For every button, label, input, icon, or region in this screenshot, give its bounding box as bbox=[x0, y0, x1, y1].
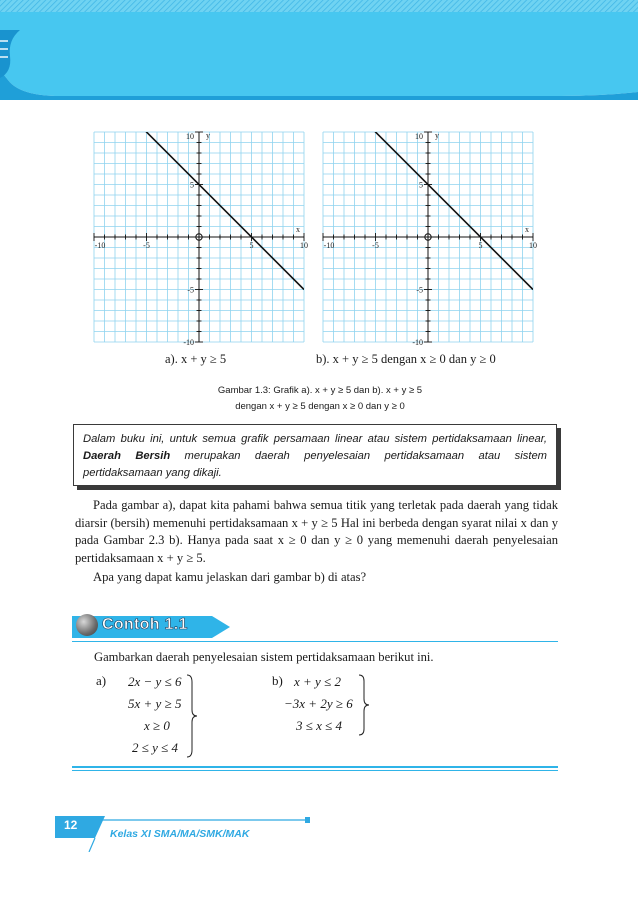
section-rule-thin bbox=[72, 770, 558, 771]
note-bold-term: Daerah Bersih bbox=[83, 450, 171, 462]
system-a-line-3: x ≥ 0 bbox=[144, 718, 170, 733]
figure-caption bbox=[120, 383, 520, 415]
graph-a-x-tick-2: 5 bbox=[249, 241, 254, 250]
caption-line-2: dengan x + y ≥ 5 dengan x ≥ 0 dan y ≥ 0 bbox=[235, 401, 405, 412]
graph-a bbox=[84, 128, 316, 348]
example-prompt: Gambarkan daerah penyelesaian sistem pertidaksamaan berikut ini. bbox=[94, 650, 434, 664]
system-b-line-3: 3 ≤ x ≤ 4 bbox=[296, 718, 343, 733]
graph-a-x-tick-3: 10 bbox=[300, 241, 308, 250]
graph-b-label: b). x + y ≥ 5 dengan x ≥ 0 dan y ≥ 0 bbox=[316, 352, 496, 366]
caption-line-1: Gambar 1.3: Grafik a). x + y ≥ 5 dan b). x + y ≥ 5 bbox=[217, 385, 423, 396]
system-a-line-2: 5x + y ≥ 5 bbox=[128, 696, 182, 711]
system-a-label: a) bbox=[96, 673, 107, 688]
section-rule bbox=[72, 766, 558, 768]
graph-a-y-tick-1: 5 bbox=[190, 180, 194, 190]
graph-b-x-tick-3: 10 bbox=[529, 241, 537, 250]
example-icon bbox=[76, 614, 98, 636]
graph-a-x-tick-1: -5 bbox=[143, 241, 150, 250]
note-text-1: Dalam buku ini, untuk semua grafik persamaan linear atau sistem pertidaksamaan linear, bbox=[83, 433, 547, 445]
system-a-line-1: 2x − y ≤ 6 bbox=[128, 674, 182, 689]
note-text-2: merupakan daerah penyelesaian pertidaksamaan atau sistem pertidaksamaan yang dikaji. bbox=[83, 450, 547, 479]
graph-b-y-label: y bbox=[435, 131, 439, 140]
graph-a-x-tick-0: -10 bbox=[94, 241, 106, 250]
system-b-label: b) bbox=[272, 673, 283, 688]
graph-a-y-tick-2: -5 bbox=[187, 285, 194, 295]
graph-b bbox=[313, 128, 545, 348]
note-box bbox=[73, 424, 557, 486]
system-a-brace bbox=[186, 674, 200, 758]
graph-b-y-tick-1: 5 bbox=[419, 180, 423, 190]
graph-b-x-label: x bbox=[525, 225, 529, 234]
graph-b-y-tick-2: -5 bbox=[416, 285, 423, 295]
example-title: Contoh 1.1 bbox=[102, 616, 188, 633]
graph-b-y-tick-0: 10 bbox=[415, 132, 423, 141]
system-b-line-2: −3x + 2y ≥ 6 bbox=[284, 696, 353, 711]
graph-b-x-tick-1: -5 bbox=[372, 241, 379, 250]
graph-a-x-label: x bbox=[296, 225, 300, 234]
header-band bbox=[0, 0, 638, 105]
graph-b-y-tick-3: -10 bbox=[412, 338, 423, 347]
graph-a-y-tick-0: 10 bbox=[186, 132, 194, 141]
page-number: 12 bbox=[64, 818, 78, 832]
system-a-line-4: 2 ≤ y ≤ 4 bbox=[132, 740, 179, 755]
graph-b-x-tick-2: 5 bbox=[478, 241, 483, 250]
graph-a-y-label: y bbox=[206, 131, 210, 140]
system-b-line-1: x + y ≤ 2 bbox=[294, 674, 341, 689]
example-rule bbox=[72, 641, 558, 642]
graph-a-label: a). x + y ≥ 5 bbox=[165, 352, 227, 366]
paragraph-2: Apa yang dapat kamu jelaskan dari gambar b) di atas? bbox=[93, 570, 367, 584]
book-title: Kelas XI SMA/MA/SMK/MAK bbox=[110, 828, 250, 840]
graph-a-y-tick-3: -10 bbox=[183, 338, 194, 347]
system-b-brace bbox=[358, 674, 372, 736]
graph-b-x-tick-0: -10 bbox=[323, 241, 335, 250]
paragraph-1: Pada gambar a), dapat kita pahami bahwa semua titik yang terletak pada daerah yang tidak diarsir (bersih) memenuhi pertidaksamaan x + y ≥ 5 Hal ini berbeda dengan syarat nilai x dan y pada Gambar 2.3 b). Hanya pada saat x ≥ 0 dan y ≥ 0 yang memenuhi daerah penyelesaian pertidaksamaan x + y ≥ 5. bbox=[75, 498, 558, 565]
